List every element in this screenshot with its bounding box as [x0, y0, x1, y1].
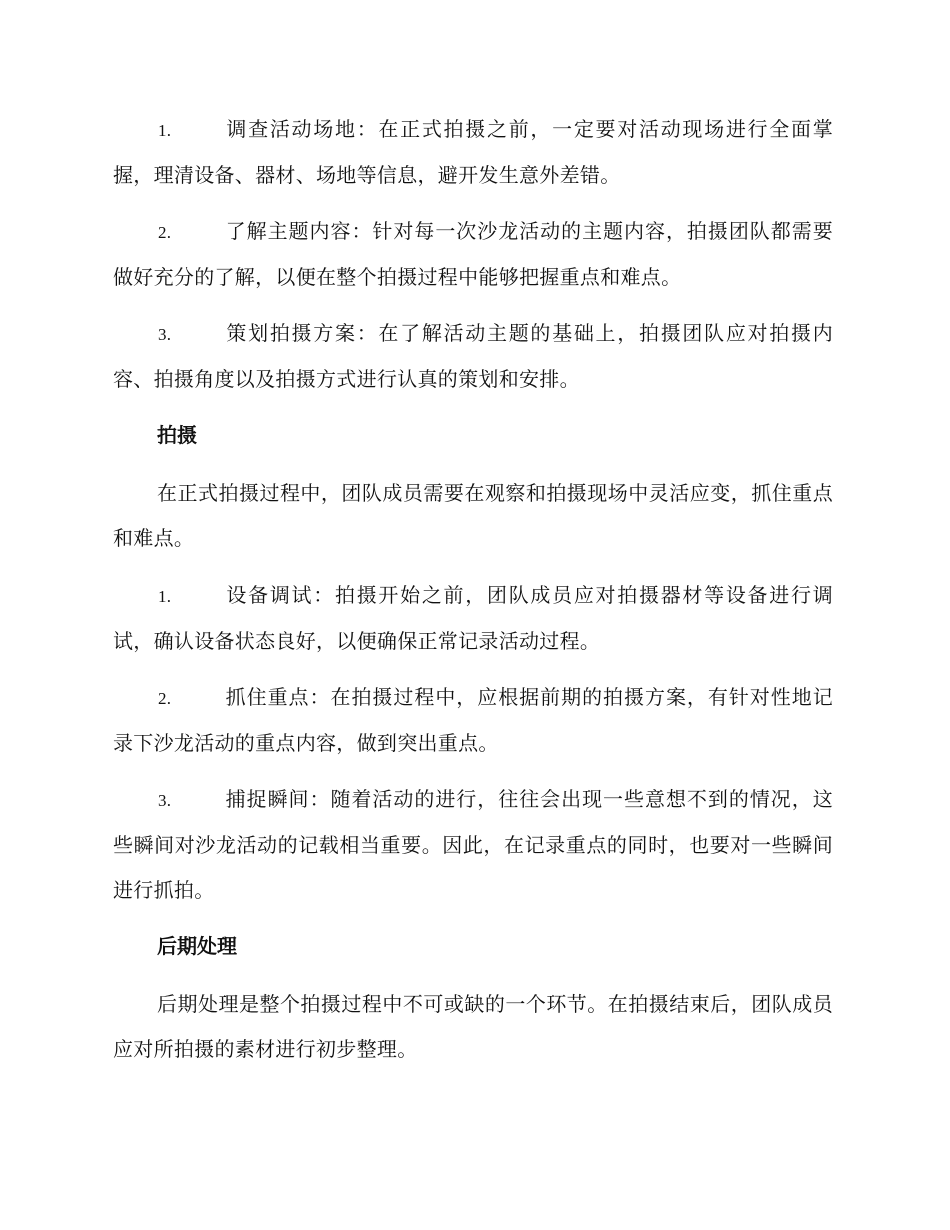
list-number: 2. [158, 689, 172, 708]
list-text: 设备调试：拍摄开始之前，团队成员应对拍摄器材等设备进行调试，确认设备状态良好，以便确保正常记录活动过程。 [113, 583, 833, 653]
list-text: 调查活动场地：在正式拍摄之前，一定要对活动现场进行全面掌握，理清设备、器材、场地等信息，避开发生意外差错。 [113, 117, 833, 187]
list-item [113, 675, 833, 766]
list-number: 1. [158, 587, 172, 606]
list-item [113, 311, 833, 402]
list-text: 策划拍摄方案：在了解活动主题的基础上，拍摄团队应对拍摄内容、拍摄角度以及拍摄方式进行认真的策划和安排。 [113, 321, 833, 391]
list-number: 1. [158, 121, 172, 140]
list-item [113, 209, 833, 300]
list-item [113, 107, 833, 198]
section-heading-shooting: 拍摄 [157, 423, 197, 447]
section-heading-post: 后期处理 [157, 934, 237, 958]
list-number: 2. [158, 223, 172, 242]
list-number: 3. [158, 791, 172, 810]
list-text: 抓住重点：在拍摄过程中，应根据前期的拍摄方案，有针对性地记录下沙龙活动的重点内容，做到突出重点。 [113, 685, 833, 755]
paragraph-shooting-intro: 在正式拍摄过程中，团队成员需要在观察和拍摄现场中灵活应变，抓住重点和难点。 [113, 481, 833, 550]
list-text: 了解主题内容：针对每一次沙龙活动的主题内容，拍摄团队都需要做好充分的了解，以便在整个拍摄过程中能够把握重点和难点。 [113, 219, 833, 289]
paragraph-post-intro: 后期处理是整个拍摄过程中不可或缺的一个环节。在拍摄结束后，团队成员应对所拍摄的素材进行初步整理。 [113, 992, 833, 1061]
list-text: 捕捉瞬间：随着活动的进行，往往会出现一些意想不到的情况，这些瞬间对沙龙活动的记载相当重要。因此，在记录重点的同时，也要对一些瞬间进行抓拍。 [113, 787, 833, 902]
list-number: 3. [158, 325, 172, 344]
list-item [113, 777, 833, 913]
list-item [113, 573, 833, 664]
